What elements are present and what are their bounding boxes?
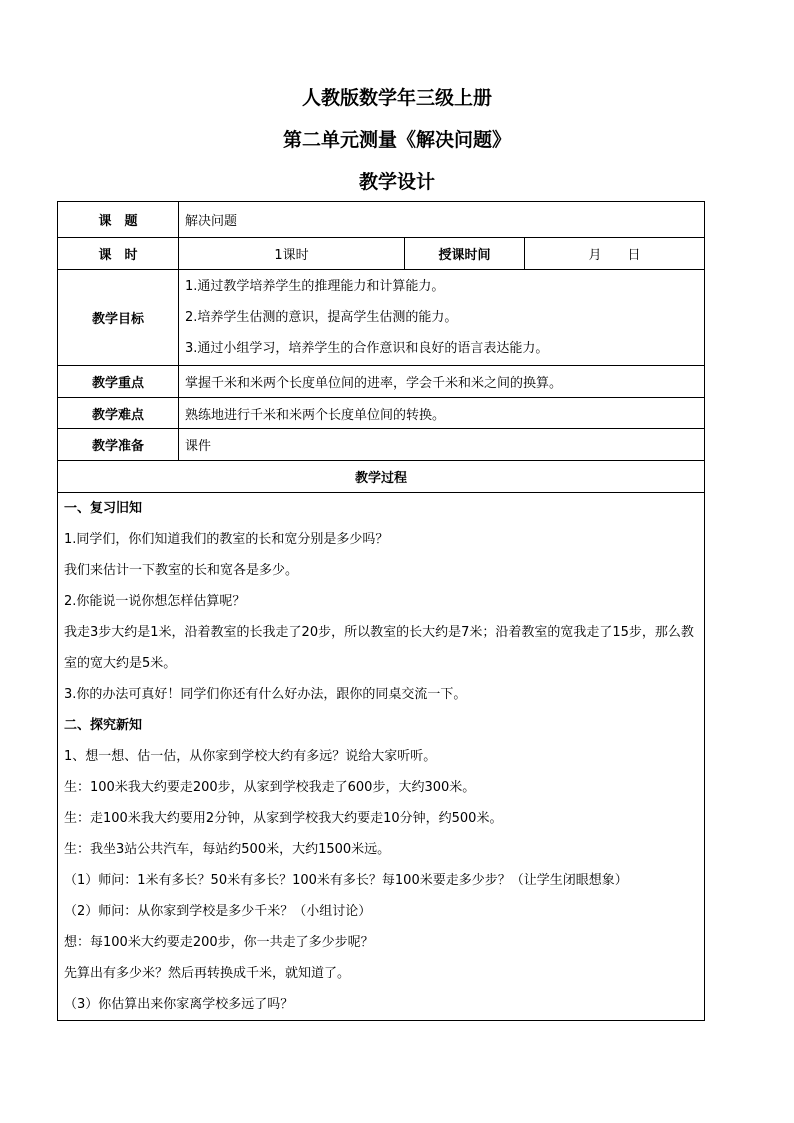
- process-line: 1、想一想、估一估，从你家到学校大约有多远？说给大家听听。: [64, 749, 437, 764]
- goals-list: [179, 270, 705, 366]
- document-title: 人教版数学年三级上册: [301, 87, 492, 109]
- row-goals: [58, 270, 705, 366]
- prep-label: 教学准备: [58, 429, 179, 461]
- key-label: 教学重点: [58, 366, 179, 398]
- process-line: 我们来估计一下教室的长和宽各是多少。: [64, 563, 299, 578]
- process-line: 生：走100米我大约要用2分钟，从家到学校我大约要走10分钟，约500米。: [64, 811, 503, 826]
- key-value: 掌握千米和米两个长度单位间的进率，学会千米和米之间的换算。: [179, 366, 705, 398]
- row-process-header: [58, 461, 705, 493]
- process-line: 想：每100米大约要走200步，你一共走了多少步呢？: [64, 935, 374, 950]
- section-heading: 二、探究新知: [64, 718, 143, 733]
- lesson-plan-table: [57, 201, 705, 1021]
- process-line: 生：100米我大约要走200步，从家到学校我走了600步，大约300米。: [64, 780, 476, 795]
- row-difficulty: [58, 398, 705, 429]
- process-line: 2.你能说一说你想怎样估算呢？: [64, 594, 246, 609]
- process-line: 1.同学们，你们知道我们的教室的长和宽分别是多少吗？: [64, 532, 389, 547]
- goal-item: 2.培养学生估测的意识，提高学生估测的能力。: [185, 310, 458, 325]
- topic-label: 课 题: [58, 202, 179, 238]
- process-line: （2）师问：从你家到学校是多少千米？（小组讨论）: [64, 904, 372, 919]
- process-line: 生：我坐3站公共汽车，每站约500米，大约1500米远。: [64, 842, 391, 857]
- time-label: 授课时间: [405, 238, 525, 270]
- row-process: [58, 493, 705, 1021]
- section-heading: 一、复习旧知: [64, 501, 143, 516]
- row-hours: [58, 238, 705, 270]
- difficulty-value: 熟练地进行千米和米两个长度单位间的转换。: [179, 398, 705, 429]
- prep-value: 课件: [179, 429, 705, 461]
- hours-value: 1课时: [179, 238, 405, 270]
- goals-label: 教学目标: [58, 270, 179, 366]
- hours-label: 课 时: [58, 238, 179, 270]
- time-value: 月 日: [525, 238, 705, 270]
- process-line: （3）你估算出来你家离学校多远了吗？: [64, 997, 294, 1012]
- difficulty-label: 教学难点: [58, 398, 179, 429]
- goal-item: 1.通过教学培养学生的推理能力和计算能力。: [185, 279, 445, 294]
- process-line: 3.你的办法可真好！同学们你还有什么好办法，跟你的同桌交流一下。: [64, 687, 467, 702]
- process-line: 先算出有多少米？然后再转换成千米，就知道了。: [64, 966, 351, 981]
- process-header: 教学过程: [58, 461, 705, 493]
- process-line: 我走3步大约是1米，沿着教室的长我走了20步，所以教室的长大约是7米；沿着教室的宽我走了15步，那么教室的宽大约是5米。: [64, 625, 694, 671]
- row-topic: [58, 202, 705, 238]
- process-content: [58, 493, 705, 1021]
- topic-value: 解决问题: [179, 202, 705, 238]
- document-subtitle: 第二单元测量《解决问题》: [282, 129, 511, 151]
- row-key-point: [58, 366, 705, 398]
- process-line: （1）师问：1米有多长？50米有多长？100米有多长？每100米要走多少步？（让学生闭眼想象）: [64, 873, 628, 888]
- goal-item: 3.通过小组学习，培养学生的合作意识和良好的语言表达能力。: [185, 341, 549, 356]
- document-type: 教学设计: [358, 171, 435, 193]
- row-preparation: [58, 429, 705, 461]
